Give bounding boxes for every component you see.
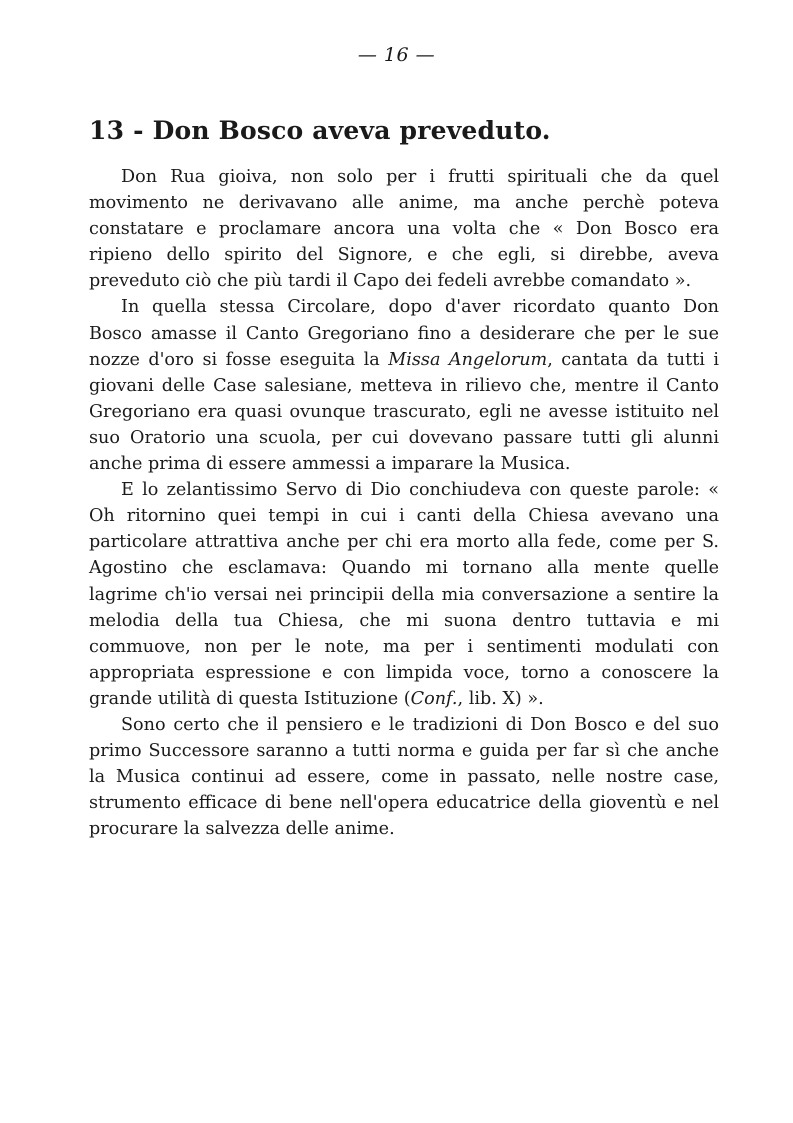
paragraph-2	[89, 294, 719, 477]
paragraph-1: Don Rua gioiva, non solo per i frutti spirituali che da quel movimento ne derivavano alle anime, ma anche perchè poteva constatare e proclamare ancora una volta che « Don Bosco era ripieno dello spirito del Signore, e che egli, si direbbe, aveva preveduto ciò che più tardi il Capo dei fedeli avrebbe comandato ».	[89, 167, 719, 292]
section-heading: 13 - Don Bosco aveva preveduto.	[89, 116, 551, 145]
paragraph-3-text-after: , lib. X) ».	[457, 688, 544, 709]
paragraph-3-text-before: E lo zelantissimo Servo di Dio conchiudeva con queste parole: « Oh ritornino quei tempi in cui i canti della Chiesa avevano una particolare attrattiva anche per chi era morto alla fede, come per S. Agostino che esclamava: Quando mi tornano alla mente quelle lagrime ch'io versai nei principii della mia conversazione a sentire la melodia della tua Chiesa, che mi suona dentro tuttavia e mi commuove, non per le note, ma per i sentimenti modulati con appropriata espressione e con limpida voce, torno a conoscere la grande utilità di questa Istituzione (	[89, 480, 719, 709]
paragraph-3-italic-citation: Conf.	[410, 688, 458, 709]
page-number: — 16 —	[357, 44, 436, 66]
paragraph-3	[89, 477, 719, 712]
paragraph-4: Sono certo che il pensiero e le tradizioni di Don Bosco e del suo primo Successore saranno a tutti norma e guida per far sì che anche la Musica continui ad essere, come in passato, nelle nostre case, strumento efficace di bene nell'opera educatrice della gioventù e nel procurare la salvezza delle anime.	[89, 714, 719, 840]
paragraph-2-text-before: In quella stessa Circolare, dopo d'aver ricordato quanto Don Bosco amasse il Canto Gregoriano fino a desiderare che per le sue nozze d'oro si fosse eseguita la	[89, 297, 719, 370]
paragraph-2-italic-title: Missa Angelorum	[388, 349, 548, 370]
body-text	[89, 164, 719, 842]
paragraph-2-text-after: , cantata da tutti i giovani delle Case salesiane, metteva in rilievo che, mentre il Canto Gregoriano era quasi ovunque trascurato, egli ne avesse istituito nel suo Oratorio una scuola, per cui dovevano passare tutti gli alunni anche prima di essere ammessi a imparare la Musica.	[89, 349, 719, 475]
